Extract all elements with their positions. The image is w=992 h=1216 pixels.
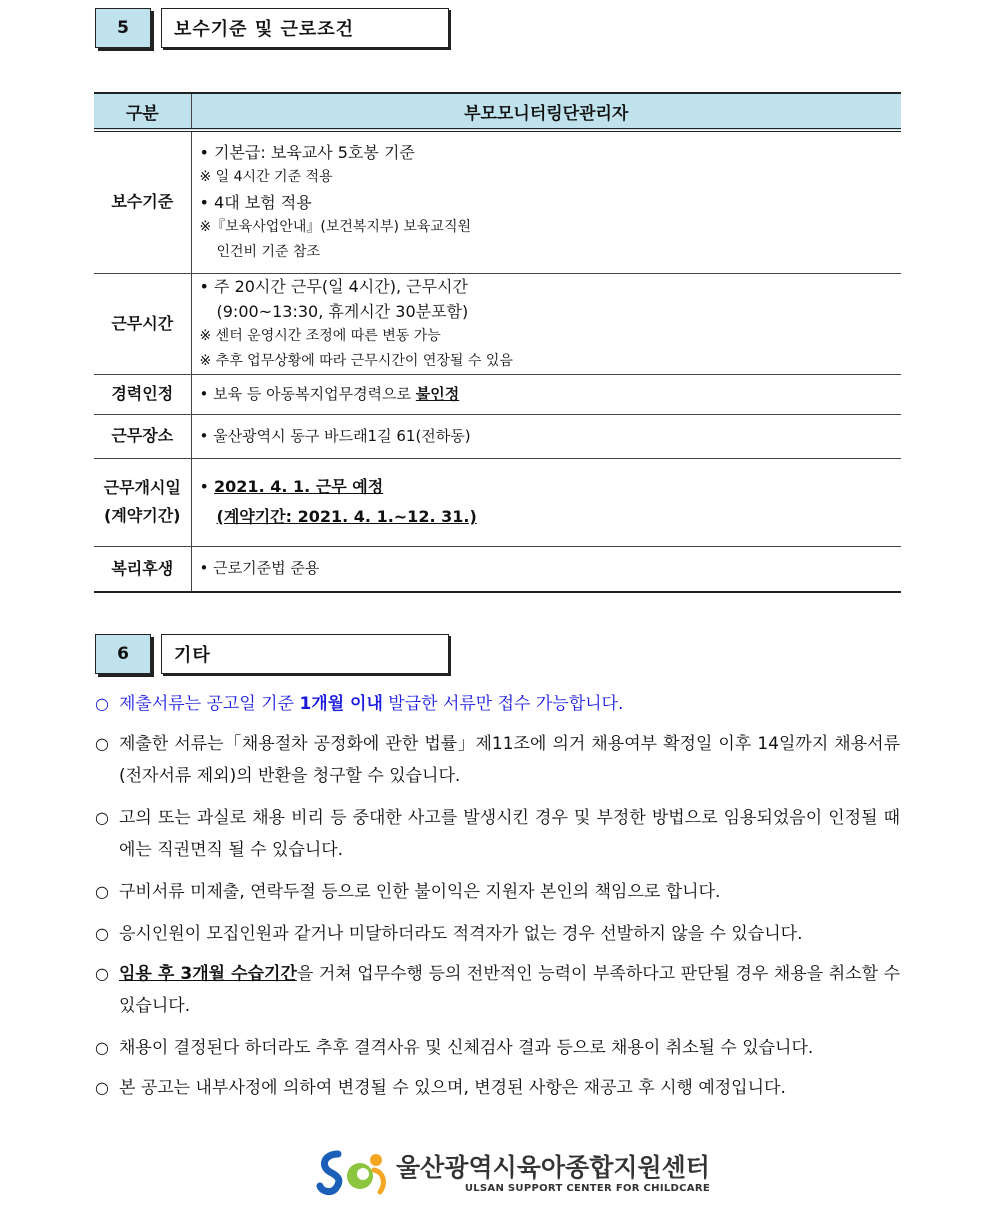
bullet: • (199, 477, 215, 496)
row-label: 근무장소 (94, 414, 191, 458)
table-row-place (94, 414, 901, 458)
note-text: 구비서류 미제출, 연락두절 등으로 인한 불이익은 지원자 본인의 책임으로 합니다. (119, 882, 721, 902)
section-number: 5 (95, 8, 151, 48)
row-content (191, 458, 901, 546)
table-header-row (94, 93, 901, 130)
note-item (95, 918, 900, 950)
note-item (95, 1032, 900, 1064)
section-6-header (95, 634, 449, 674)
table-row-start (94, 458, 901, 546)
note-item (95, 688, 900, 720)
content-note: 인건비 기준 참조 (216, 243, 321, 260)
note-text: 응시인원이 모집인원과 같거나 미달하더라도 적격자가 없는 경우 선발하지 않을 수 있습니다. (119, 924, 803, 944)
note-text: 제출서류는 공고일 기준 1개월 이내 발급한 서류만 접수 가능합니다. (119, 694, 624, 714)
row-content: • 근로기준법 준용 (191, 546, 901, 592)
content-note: ※ 일 4시간 기준 적용 (199, 168, 333, 185)
table-row-pay (94, 130, 901, 273)
circle-bullet-icon: ○ (95, 1038, 109, 1057)
circle-bullet-icon: ○ (95, 924, 109, 943)
circle-bullet-icon: ○ (95, 964, 109, 983)
table-row-welfare (94, 546, 901, 592)
note-item (95, 802, 900, 866)
note-text: 채용이 결정된다 하더라도 추후 결격사유 및 신체검사 결과 등으로 채용이 취소될 수 있습니다. (119, 1038, 814, 1058)
section-title: 보수기준 및 근로조건 (161, 8, 449, 48)
note-text: 제출한 서류는「채용절차 공정화에 관한 법률」제11조에 의거 채용여부 확정일 이후 14일까지 채용서류(전자서류 제외)의 반환을 청구할 수 있습니다. (119, 734, 900, 786)
header-category: 구분 (94, 93, 191, 130)
center-name-korean: 울산광역시육아종합지원센터 (396, 1152, 710, 1182)
row-content (191, 273, 901, 374)
note-item (95, 958, 900, 1022)
emphasis-text: 불인정 (415, 384, 460, 403)
row-content (191, 130, 901, 273)
circle-bullet-icon: ○ (95, 1078, 109, 1097)
row-content: • 울산광역시 동구 바드래1길 61(전하동) (191, 414, 901, 458)
circle-bullet-icon: ○ (95, 734, 109, 753)
row-label-line: (계약기간) (104, 506, 181, 525)
note-text: 고의 또는 과실로 채용 비리 등 중대한 사고를 발생시킨 경우 및 부정한 방법으로 임용되었음이 인정될 때에는 직권면직 될 수 있습니다. (119, 808, 900, 860)
section-5-header (95, 8, 449, 48)
row-label: 복리후생 (94, 546, 191, 592)
note-text: 본 공고는 내부사정에 의하여 변경될 수 있으며, 변경된 사항은 재공고 후 시행 예정입니다. (119, 1078, 786, 1098)
row-label: 경력인정 (94, 374, 191, 414)
footer-logo (316, 1148, 710, 1198)
content-note: ※ 센터 운영시간 조정에 따른 변동 가능 (199, 327, 441, 344)
childcare-center-logo-icon (316, 1148, 388, 1198)
content-line: (9:00~13:30, 휴게시간 30분포함) (216, 301, 469, 321)
row-label: 보수기준 (94, 130, 191, 273)
center-name-english: ULSAN SUPPORT CENTER FOR CHILDCARE (464, 1182, 710, 1194)
section-title: 기타 (161, 634, 449, 674)
content-note: ※ 추후 업무상황에 따라 근무시간이 연장될 수 있음 (199, 352, 513, 369)
circle-bullet-icon: ○ (95, 882, 109, 901)
row-content (191, 374, 901, 414)
content-line: • 4대 보험 적용 (199, 192, 312, 212)
notes-list (95, 688, 900, 1104)
circle-bullet-icon: ○ (95, 808, 109, 827)
circle-bullet-icon: ○ (95, 694, 109, 713)
table-row-hours (94, 273, 901, 374)
note-text: 임용 후 3개월 수습기간을 거쳐 업무수행 등의 전반적인 능력이 부족하다고 판단될 경우 채용을 취소할 수 있습니다. (119, 964, 900, 1016)
note-item (95, 728, 900, 792)
emphasis-text: 1개월 이내 (299, 694, 383, 714)
content-line: • 주 20시간 근무(일 4시간), 근무시간 (199, 276, 468, 296)
note-item (95, 876, 900, 908)
table-row-career (94, 374, 901, 414)
working-conditions-table (94, 92, 901, 593)
row-label-line: 근무개시일 (103, 478, 181, 497)
header-position: 부모모니터링단관리자 (191, 93, 901, 130)
content-note: ※『보육사업안내』(보건복지부) 보육교직원 (199, 218, 471, 235)
row-label: 근무시간 (94, 273, 191, 374)
note-item (95, 1072, 900, 1104)
content-line: • 기본급: 보육교사 5호봉 기준 (199, 142, 415, 162)
contract-period: (계약기간: 2021. 4. 1.~12. 31.) (216, 507, 477, 526)
emphasis-text: 임용 후 3개월 수습기간 (119, 964, 297, 984)
section-number: 6 (95, 634, 151, 674)
start-date: 2021. 4. 1. 근무 예정 (214, 477, 384, 496)
content-text: • 보육 등 아동복지업무경력으로 (199, 384, 416, 403)
row-label (94, 458, 191, 546)
